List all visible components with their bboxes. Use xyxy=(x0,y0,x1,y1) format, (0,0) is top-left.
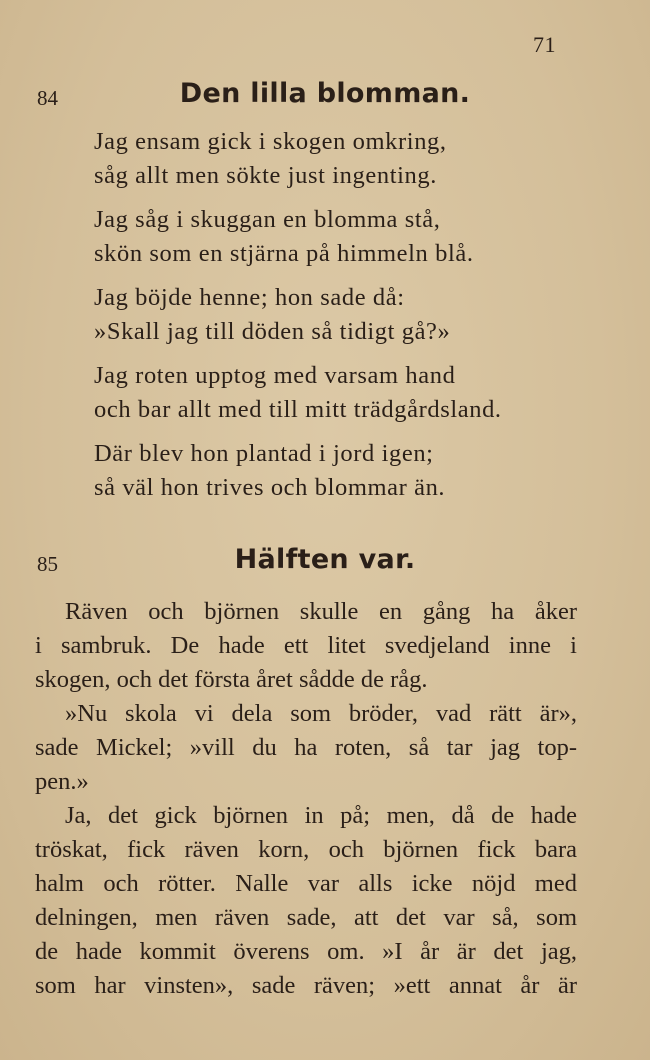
page-number: 71 xyxy=(533,32,556,57)
poem-header xyxy=(0,78,650,118)
poem-line: Där blev hon plantad i jord igen; xyxy=(94,440,434,467)
story-line: »Nu skola vi dela som bröder, vad rätt är», xyxy=(65,700,577,727)
story-line: Räven och björnen skulle en gång ha åker xyxy=(65,598,577,625)
stanza xyxy=(94,437,502,505)
story-line: tröskat, fick räven korn, och björnen fick bara xyxy=(35,836,577,863)
poem-line: Jag såg i skuggan en blomma stå, xyxy=(94,206,441,233)
poem-line: och bar allt med till mitt trädgårdsland. xyxy=(94,396,502,423)
poem-line: så väl hon trives och blommar än. xyxy=(94,474,446,501)
story-line: skogen, och det första året sådde de råg. xyxy=(35,666,428,693)
story-body xyxy=(35,595,577,1003)
stanza xyxy=(94,125,502,193)
story-line: Ja, det gick björnen in på; men, då de hade xyxy=(65,802,577,829)
stanza xyxy=(94,359,502,427)
story-line: i sambruk. De hade ett litet svedjeland inne i xyxy=(35,632,577,659)
poem-line: skön som en stjärna på himmeln blå. xyxy=(94,240,474,267)
stanza xyxy=(94,281,502,349)
story-line: de hade kommit överens om. »I år är det jag, xyxy=(35,938,577,965)
story-line: sade Mickel; »vill du ha roten, så tar jag top- xyxy=(35,734,577,761)
story-number: 85 xyxy=(37,552,58,576)
poem-number: 84 xyxy=(37,86,58,110)
story-line: som har vinsten», sade räven; »ett annat år är xyxy=(35,972,577,999)
poem-line: Jag böjde henne; hon sade då: xyxy=(94,284,405,311)
poem-line: Jag roten upptog med varsam hand xyxy=(94,362,456,389)
stanza xyxy=(94,203,502,271)
story-line: delningen, men räven sade, att det var så, som xyxy=(35,904,577,931)
story-line: pen.» xyxy=(35,768,89,795)
story-header xyxy=(0,544,650,584)
poem-line: Jag ensam gick i skogen omkring, xyxy=(94,128,447,155)
poem-title: Den lilla blomman. xyxy=(179,78,471,109)
story-line: halm och rötter. Nalle var alls icke nöjd med xyxy=(35,870,577,897)
story-title: Hälften var. xyxy=(234,544,416,575)
poem-body xyxy=(94,125,502,505)
poem-line: »Skall jag till döden så tidigt gå?» xyxy=(94,318,451,345)
poem-line: såg allt men sökte just ingenting. xyxy=(94,162,437,189)
